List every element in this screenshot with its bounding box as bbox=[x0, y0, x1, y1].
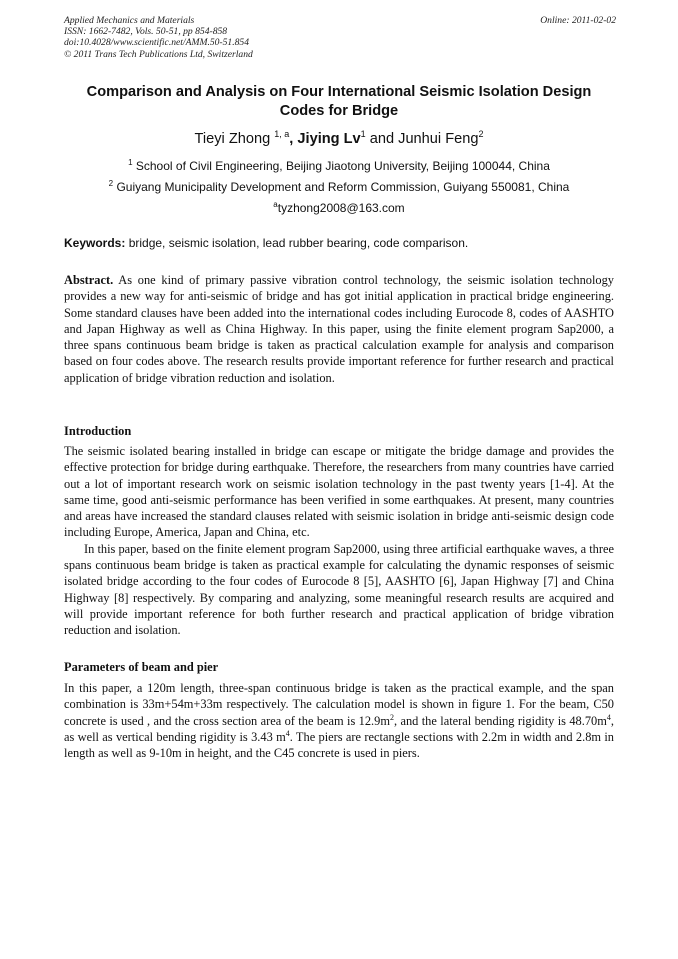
copyright-line: © 2011 Trans Tech Publications Ltd, Switzerland bbox=[64, 48, 253, 60]
abstract bbox=[64, 272, 614, 386]
intro-paragraph-1: The seismic isolated bearing installed in bridge can escape or mitigate the bridge damage and provides the effective protection for bridge during earthquake. Therefore, the researchers from many countries have carried out a lot of important research work on seismic isolation technology in the past twenty years [1-4]. At the same time, good anti-seismic performance has been verified in some earthquakes. At present, many countries and areas have increased the standard clauses related with seismic isolation in bridge anti-seismic design code including Europe, America, Japan and China, etc. bbox=[64, 444, 614, 540]
doi-line: doi:10.4028/www.scientific.net/AMM.50-51.854 bbox=[64, 37, 250, 49]
affiliation-2-text: Guiyang Municipality Development and Reform Commission, Guiyang 550081, China bbox=[113, 180, 570, 194]
email-sup: a bbox=[273, 200, 278, 209]
author-sep-2: and Junhui Feng bbox=[365, 131, 479, 147]
author-2-sup: 1 bbox=[360, 129, 366, 139]
affiliation-1-text: School of Civil Engineering, Beijing Jiaotong University, Beijing 100044, China bbox=[132, 159, 550, 173]
online-date: Online: 2011-02-02 bbox=[540, 15, 616, 26]
abstract-text: As one kind of primary passive vibration control technology, the seismic isolation technology provides a new way for anti-seismic of bridge and has got initial application in practical bridge engineering. Some standard clauses have been added into the international codes including Eurocode 8, codes of AASHTO and Japan Highway as well as China Highway. In this paper, using the finite element program Sap2000, a three spans continuous beam bridge is taken as practical calculation example for analysis and comparison based on four codes above. The research results provide important reference for further research and practical application of bridge vibration reduction and isolation. bbox=[64, 273, 614, 385]
keywords-label: Keywords: bbox=[64, 236, 126, 250]
affiliation-1-sup: 1 bbox=[128, 158, 133, 167]
email-text: tyzhong2008@163.com bbox=[277, 201, 405, 215]
abstract-label: Abstract. bbox=[64, 273, 114, 287]
paper-title bbox=[60, 83, 618, 121]
affiliation-2-sup: 2 bbox=[108, 179, 114, 188]
title-line-1: Comparison and Analysis on Four International Seismic Isolation Design bbox=[86, 84, 592, 100]
params-sup-3: 4 bbox=[285, 728, 290, 738]
params-text-4: . The piers are rectangle sections with 2.2m in width and 2.8m in length as well as 9-10m in height, and the C45 concrete is used in piers. bbox=[64, 729, 614, 761]
author-sep-1: , Jiying Lv bbox=[289, 131, 361, 147]
journal-name: Applied Mechanics and Materials bbox=[64, 15, 195, 26]
keywords bbox=[64, 236, 616, 251]
author-1-sup: 1, a bbox=[274, 129, 290, 139]
introduction-body bbox=[64, 443, 614, 639]
title-line-2: Codes for Bridge bbox=[279, 103, 399, 119]
section-heading-parameters: Parameters of beam and pier bbox=[64, 660, 219, 674]
affiliation-2 bbox=[60, 179, 618, 195]
author-1: Tieyi Zhong bbox=[194, 131, 275, 147]
keywords-text: bridge, seismic isolation, lead rubber bearing, code comparison. bbox=[125, 236, 469, 250]
params-text-3: , as well as vertical bending rigidity is 3.43 m bbox=[64, 713, 614, 744]
parameters-body bbox=[64, 680, 614, 761]
params-text-2: , and the lateral bending rigidity is 48.70m bbox=[394, 713, 607, 728]
issn-line: ISSN: 1662-7482, Vols. 50-51, pp 854-858 bbox=[64, 26, 228, 38]
author-3-sup: 2 bbox=[478, 129, 484, 139]
author-list bbox=[60, 129, 618, 149]
affiliation-1 bbox=[60, 158, 618, 174]
section-heading-introduction: Introduction bbox=[64, 424, 132, 438]
journal-header bbox=[64, 15, 616, 60]
params-sup-1: 2 bbox=[390, 712, 394, 722]
params-sup-2: 4 bbox=[606, 712, 611, 722]
intro-paragraph-2: In this paper, based on the finite element program Sap2000, using three artificial earthquake waves, a three spans continuous beam bridge is taken as practical example for calculating the dynamic responses of seismic isolated bridge according to the four codes of Eurocode 8 [5], AASHTO [6], Japan Highway [7] and China Highway [8] respectively. By comparing and analyzing, some meaningful research results are acquired and will provide important reference for both further research and practical application of bridge vibration reduction and isolation. bbox=[64, 541, 614, 638]
author-email bbox=[60, 200, 618, 216]
params-text-1: In this paper, a 120m length, three-span continuous bridge is taken as the practical example, and the span combination is 33m+54m+33m respectively. The calculation model is shown in figure 1. For the beam, C50 concrete is used , and the cross section area of the beam is 12.9m bbox=[64, 681, 614, 728]
